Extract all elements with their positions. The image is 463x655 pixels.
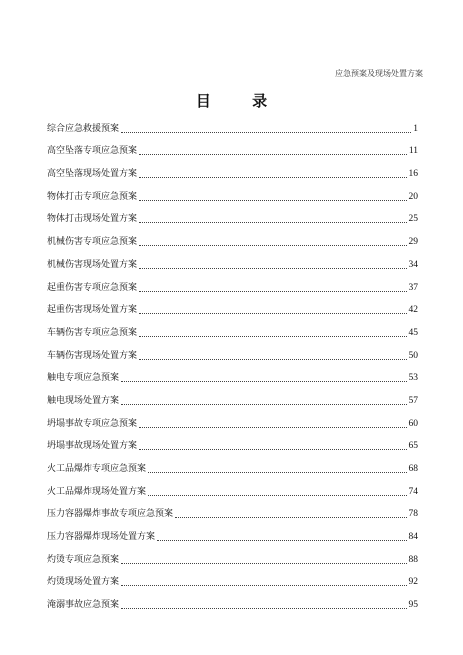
toc-dot-leader — [157, 540, 406, 541]
toc-entry-page-number: 45 — [408, 327, 418, 338]
toc-entry-label: 坍塌事故现场处置方案 — [47, 441, 138, 452]
toc-entry-page-number: 65 — [408, 441, 418, 452]
toc-entry-page-number: 53 — [408, 373, 418, 384]
toc-entry[interactable] — [47, 407, 418, 430]
toc-entry-page-number: 20 — [408, 191, 418, 202]
toc-dot-leader — [139, 291, 406, 292]
toc-entry[interactable] — [47, 452, 418, 475]
toc-entry-label: 坍塌事故专项应急预案 — [47, 418, 138, 429]
toc-entry[interactable] — [47, 203, 418, 226]
toc-entry-page-number: 16 — [408, 169, 418, 180]
toc-entry-label: 淹溺事故应急预案 — [47, 600, 120, 611]
toc-entry-page-number: 60 — [408, 418, 418, 429]
toc-entry[interactable] — [47, 316, 418, 339]
toc-entry-page-number: 29 — [408, 237, 418, 248]
toc-entry-page-number: 1 — [413, 123, 418, 134]
toc-entry-label: 压力容器爆炸事故专项应急预案 — [47, 509, 174, 520]
toc-dot-leader — [148, 472, 406, 473]
toc-entry-page-number: 11 — [408, 146, 418, 157]
toc-entry[interactable] — [47, 475, 418, 498]
toc-dot-leader — [139, 200, 406, 201]
toc-entry[interactable] — [47, 362, 418, 385]
toc-entry-page-number: 34 — [408, 259, 418, 270]
toc-dot-leader — [175, 517, 406, 518]
toc-entry-page-number: 50 — [408, 350, 418, 361]
toc-dot-leader — [121, 381, 406, 382]
toc-entry-page-number: 95 — [408, 600, 418, 611]
toc-entry-page-number: 88 — [408, 554, 418, 565]
toc-dot-leader — [139, 177, 406, 178]
toc-dot-leader — [148, 495, 406, 496]
toc-entry-label: 起重伤害现场处置方案 — [47, 305, 138, 316]
toc-dot-leader — [139, 245, 406, 246]
toc-entry-label: 机械伤害现场处置方案 — [47, 259, 138, 270]
toc-entry-label: 物体打击专项应急预案 — [47, 191, 138, 202]
toc-entry[interactable] — [47, 248, 418, 271]
toc-entry-label: 触电现场处置方案 — [47, 395, 120, 406]
toc-entry-label: 高空坠落专项应急预案 — [47, 146, 138, 157]
toc-dot-leader — [121, 585, 406, 586]
toc-entry-page-number: 68 — [408, 464, 418, 474]
toc-entry-page-number: 78 — [408, 509, 418, 520]
toc-entry[interactable] — [47, 180, 418, 203]
toc-entry[interactable] — [47, 384, 418, 407]
toc-entry-page-number: 74 — [408, 486, 418, 497]
toc-entry[interactable] — [47, 430, 418, 453]
toc-dot-leader — [139, 427, 406, 428]
toc-entry[interactable] — [47, 339, 418, 362]
toc-dot-leader — [139, 313, 406, 314]
toc-entry-label: 综合应急救援预案 — [47, 123, 120, 134]
toc-entry[interactable] — [47, 588, 418, 611]
toc-dot-leader — [121, 563, 406, 564]
toc-entry-label: 车辆伤害专项应急预案 — [47, 327, 138, 338]
toc-entry[interactable] — [47, 271, 418, 294]
toc-entry[interactable] — [47, 225, 418, 248]
toc-dot-leader — [139, 268, 406, 269]
toc-entry-page-number: 57 — [408, 395, 418, 406]
toc-entry[interactable] — [47, 498, 418, 521]
toc-entry-label: 触电专项应急预案 — [47, 373, 120, 384]
toc-entry[interactable] — [47, 294, 418, 317]
toc-entry-label: 高空坠落现场处置方案 — [47, 169, 138, 180]
toc-entry-page-number: 42 — [408, 305, 418, 316]
toc-entry-label: 起重伤害专项应急预案 — [47, 282, 138, 293]
toc-dot-leader — [121, 132, 411, 133]
toc-entry-label: 火工品爆炸现场处置方案 — [47, 486, 147, 497]
toc-dot-leader — [139, 336, 406, 337]
toc-entry[interactable] — [47, 112, 418, 135]
toc-entry[interactable] — [47, 543, 418, 566]
page-title: 目 录 — [195, 92, 286, 110]
toc-entry-label: 车辆伤害现场处置方案 — [47, 350, 138, 361]
toc-dot-leader — [139, 154, 407, 155]
toc-entry-label: 压力容器爆炸现场处置方案 — [47, 532, 156, 543]
toc-entry[interactable] — [47, 566, 418, 589]
toc-dot-leader — [139, 449, 406, 450]
toc-entry-label: 灼烫专项应急预案 — [47, 554, 120, 565]
toc-entry-page-number: 25 — [408, 214, 418, 225]
table-of-contents — [47, 112, 418, 611]
toc-entry-label: 机械伤害专项应急预案 — [47, 237, 138, 248]
toc-entry-page-number: 84 — [408, 532, 418, 543]
toc-entry-label: 灼烫现场处置方案 — [47, 577, 120, 588]
toc-entry[interactable] — [47, 520, 418, 543]
toc-entry[interactable] — [47, 157, 418, 180]
toc-dot-leader — [139, 222, 406, 223]
toc-dot-leader — [121, 404, 406, 405]
running-header: 应急预案及现场处置方案 — [335, 69, 423, 78]
toc-entry[interactable] — [47, 135, 418, 158]
toc-dot-leader — [139, 359, 406, 360]
toc-entry-page-number: 37 — [408, 282, 418, 293]
toc-entry-page-number: 92 — [408, 577, 418, 588]
toc-entry-label: 物体打击现场处置方案 — [47, 214, 138, 225]
toc-entry-label: 火工品爆炸专项应急预案 — [47, 464, 147, 474]
toc-dot-leader — [121, 608, 406, 609]
